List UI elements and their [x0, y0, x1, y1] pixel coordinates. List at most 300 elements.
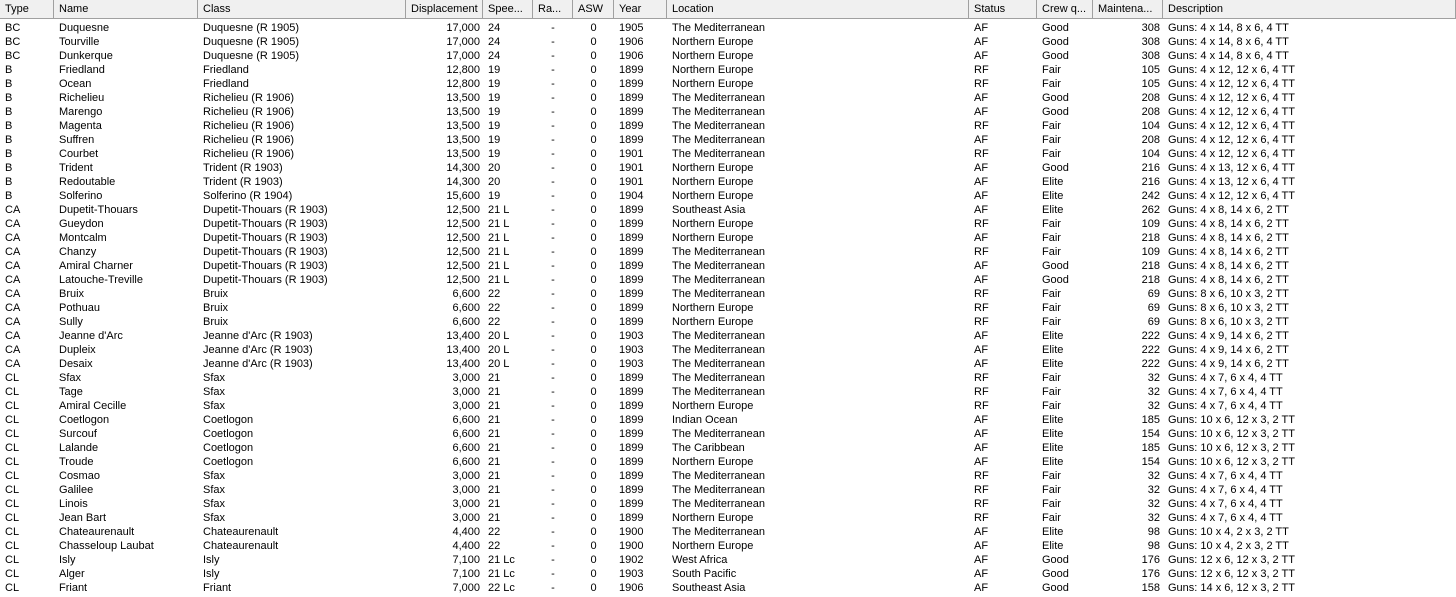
cell-range: - — [551, 330, 555, 342]
cell-asw: 0 — [590, 288, 597, 300]
cell-crew: Good — [1042, 106, 1069, 118]
column-header-year[interactable]: Year — [614, 0, 667, 18]
cell-asw: 0 — [590, 414, 597, 426]
cell-range: - — [551, 316, 555, 328]
cell-displacement: 12,500 — [446, 274, 480, 286]
cell-speed: 22 — [488, 526, 501, 538]
cell-asw: 0 — [590, 554, 597, 566]
cell-range: - — [551, 568, 555, 580]
cell-speed: 21 Lc — [488, 568, 515, 580]
cell-type: CA — [5, 218, 21, 230]
cell-displacement: 6,600 — [452, 302, 480, 314]
cell-location: The Mediterranean — [672, 106, 765, 118]
cell-displacement: 6,600 — [452, 316, 480, 328]
cell-status: RF — [974, 498, 989, 510]
cell-crew: Good — [1042, 36, 1069, 48]
cell-type: CL — [5, 386, 20, 398]
column-header-description[interactable]: Description — [1163, 0, 1456, 18]
cell-asw: 0 — [590, 218, 597, 230]
cell-description: Guns: 4 x 8, 14 x 6, 2 TT — [1168, 274, 1289, 286]
cell-range: - — [551, 36, 555, 48]
table-row[interactable] — [0, 217, 1456, 231]
cell-year: 1899 — [619, 246, 644, 258]
cell-location: The Mediterranean — [672, 274, 765, 286]
cell-crew: Elite — [1042, 428, 1064, 440]
column-header-range[interactable]: Ra... — [533, 0, 573, 18]
column-header-bar — [0, 0, 1456, 19]
table-row[interactable] — [0, 203, 1456, 217]
column-header-location[interactable]: Location — [667, 0, 969, 18]
table-row[interactable] — [0, 231, 1456, 245]
cell-status: AF — [974, 134, 989, 146]
cell-crew: Good — [1042, 162, 1069, 174]
cell-displacement: 12,500 — [446, 260, 480, 272]
cell-description: Guns: 4 x 7, 6 x 4, 4 TT — [1168, 498, 1283, 510]
table-row[interactable] — [0, 441, 1456, 455]
table-row[interactable] — [0, 287, 1456, 301]
cell-maintenance: 222 — [1141, 344, 1160, 356]
cell-year: 1899 — [619, 386, 644, 398]
cell-year: 1899 — [619, 78, 644, 90]
cell-description: Guns: 4 x 7, 6 x 4, 4 TT — [1168, 386, 1283, 398]
cell-maintenance: 208 — [1141, 92, 1160, 104]
cell-speed: 19 — [488, 106, 501, 118]
cell-displacement: 3,000 — [452, 512, 480, 524]
cell-status: AF — [974, 36, 989, 48]
cell-type: B — [5, 148, 13, 160]
table-row[interactable] — [0, 301, 1456, 315]
cell-maintenance: 208 — [1141, 134, 1160, 146]
cell-displacement: 3,000 — [452, 372, 480, 384]
column-header-type[interactable]: Type — [0, 0, 54, 18]
cell-name: Tage — [59, 386, 83, 398]
table-row[interactable] — [0, 483, 1456, 497]
cell-speed: 21 — [488, 442, 501, 454]
table-row[interactable] — [0, 273, 1456, 287]
cell-range: - — [551, 92, 555, 104]
cell-location: Northern Europe — [672, 232, 754, 244]
cell-asw: 0 — [590, 316, 597, 328]
cell-crew: Elite — [1042, 526, 1064, 538]
cell-asw: 0 — [590, 36, 597, 48]
cell-speed: 21 — [488, 386, 501, 398]
table-row[interactable] — [0, 105, 1456, 119]
cell-asw: 0 — [590, 512, 597, 524]
cell-year: 1906 — [619, 582, 644, 594]
column-header-maintenance[interactable]: Maintena... — [1093, 0, 1163, 18]
cell-displacement: 12,500 — [446, 246, 480, 258]
cell-asw: 0 — [590, 232, 597, 244]
cell-name: Marengo — [59, 106, 103, 118]
cell-type: CL — [5, 484, 20, 496]
cell-name: Gueydon — [59, 218, 104, 230]
cell-speed: 19 — [488, 78, 501, 90]
cell-name: Chasseloup Laubat — [59, 540, 154, 552]
column-header-status[interactable]: Status — [969, 0, 1037, 18]
cell-year: 1906 — [619, 36, 644, 48]
cell-class: Jeanne d'Arc (R 1903) — [203, 344, 313, 356]
cell-displacement: 13,500 — [446, 148, 480, 160]
cell-speed: 21 — [488, 484, 501, 496]
cell-type: B — [5, 64, 13, 76]
cell-speed: 20 — [488, 162, 501, 174]
cell-speed: 21 — [488, 400, 501, 412]
cell-type: B — [5, 190, 13, 202]
table-row[interactable] — [0, 343, 1456, 357]
cell-maintenance: 98 — [1147, 540, 1160, 552]
cell-name: Cosmao — [59, 470, 100, 482]
cell-maintenance: 218 — [1141, 260, 1160, 272]
cell-speed: 24 — [488, 36, 501, 48]
table-row[interactable] — [0, 133, 1456, 147]
cell-status: AF — [974, 22, 989, 34]
cell-speed: 19 — [488, 148, 501, 160]
cell-maintenance: 222 — [1141, 358, 1160, 370]
cell-asw: 0 — [590, 330, 597, 342]
cell-description: Guns: 4 x 8, 14 x 6, 2 TT — [1168, 232, 1289, 244]
cell-description: Guns: 4 x 7, 6 x 4, 4 TT — [1168, 372, 1283, 384]
table-row[interactable] — [0, 399, 1456, 413]
cell-maintenance: 308 — [1141, 36, 1160, 48]
cell-description: Guns: 4 x 12, 12 x 6, 4 TT — [1168, 148, 1295, 160]
cell-maintenance: 262 — [1141, 204, 1160, 216]
cell-description: Guns: 4 x 13, 12 x 6, 4 TT — [1168, 176, 1295, 188]
cell-name: Pothuau — [59, 302, 100, 314]
cell-speed: 21 L — [488, 218, 510, 230]
cell-range: - — [551, 288, 555, 300]
cell-type: CL — [5, 428, 20, 440]
cell-year: 1902 — [619, 554, 644, 566]
cell-type: CL — [5, 554, 20, 566]
cell-crew: Elite — [1042, 204, 1064, 216]
table-row[interactable] — [0, 91, 1456, 105]
cell-class: Sfax — [203, 498, 226, 510]
cell-speed: 20 — [488, 176, 501, 188]
cell-speed: 22 — [488, 540, 501, 552]
cell-status: AF — [974, 50, 989, 62]
cell-status: AF — [974, 176, 989, 188]
cell-range: - — [551, 176, 555, 188]
cell-maintenance: 98 — [1147, 526, 1160, 538]
cell-name: Dupleix — [59, 344, 96, 356]
cell-status: RF — [974, 484, 989, 496]
table-row[interactable] — [0, 119, 1456, 133]
cell-maintenance: 32 — [1147, 386, 1160, 398]
cell-crew: Elite — [1042, 540, 1064, 552]
cell-type: CL — [5, 540, 20, 552]
table-row[interactable] — [0, 581, 1456, 595]
cell-description: Guns: 10 x 4, 2 x 3, 2 TT — [1168, 526, 1289, 538]
cell-location: The Mediterranean — [672, 470, 765, 482]
cell-name: Lalande — [59, 442, 99, 454]
cell-description: Guns: 4 x 12, 12 x 6, 4 TT — [1168, 106, 1295, 118]
table-row[interactable] — [0, 357, 1456, 371]
cell-speed: 21 — [488, 498, 501, 510]
cell-speed: 21 L — [488, 246, 510, 258]
cell-crew: Fair — [1042, 120, 1061, 132]
cell-description: Guns: 10 x 4, 2 x 3, 2 TT — [1168, 540, 1289, 552]
table-row[interactable] — [0, 329, 1456, 343]
cell-description: Guns: 4 x 13, 12 x 6, 4 TT — [1168, 162, 1295, 174]
cell-asw: 0 — [590, 64, 597, 76]
cell-class: Sfax — [203, 470, 226, 482]
cell-location: West Africa — [672, 554, 728, 566]
cell-asw: 0 — [590, 50, 597, 62]
cell-maintenance: 32 — [1147, 498, 1160, 510]
cell-displacement: 13,500 — [446, 134, 480, 146]
cell-type: CA — [5, 316, 21, 328]
cell-status: AF — [974, 456, 989, 468]
table-row[interactable] — [0, 455, 1456, 469]
table-row[interactable] — [0, 245, 1456, 259]
cell-speed: 24 — [488, 22, 501, 34]
cell-displacement: 15,600 — [446, 190, 480, 202]
cell-status: AF — [974, 260, 989, 272]
cell-location: The Caribbean — [672, 442, 745, 454]
cell-name: Tourville — [59, 36, 100, 48]
column-header-class[interactable]: Class — [198, 0, 406, 18]
cell-displacement: 6,600 — [452, 414, 480, 426]
cell-class: Bruix — [203, 316, 229, 328]
cell-class: Trident (R 1903) — [203, 162, 283, 174]
cell-displacement: 6,600 — [452, 442, 480, 454]
cell-status: AF — [974, 330, 989, 342]
cell-speed: 21 L — [488, 274, 510, 286]
cell-type: CA — [5, 260, 21, 272]
cell-location: Southeast Asia — [672, 582, 746, 594]
cell-type: B — [5, 134, 13, 146]
cell-description: Guns: 4 x 7, 6 x 4, 4 TT — [1168, 470, 1283, 482]
cell-crew: Good — [1042, 22, 1069, 34]
table-row[interactable] — [0, 161, 1456, 175]
cell-type: B — [5, 176, 13, 188]
cell-displacement: 4,400 — [452, 540, 480, 552]
cell-location: The Mediterranean — [672, 246, 765, 258]
table-row[interactable] — [0, 259, 1456, 273]
table-row[interactable] — [0, 539, 1456, 553]
column-header-speed[interactable]: Spee... — [483, 0, 533, 18]
cell-speed: 24 — [488, 50, 501, 62]
cell-year: 1899 — [619, 106, 644, 118]
cell-asw: 0 — [590, 428, 597, 440]
cell-maintenance: 69 — [1147, 302, 1160, 314]
cell-year: 1899 — [619, 400, 644, 412]
cell-year: 1899 — [619, 302, 644, 314]
cell-location: South Pacific — [672, 568, 737, 580]
cell-status: AF — [974, 232, 989, 244]
cell-class: Bruix — [203, 288, 229, 300]
cell-class: Dupetit-Thouars (R 1903) — [203, 246, 328, 258]
cell-maintenance: 185 — [1141, 442, 1160, 454]
table-row[interactable] — [0, 63, 1456, 77]
cell-year: 1903 — [619, 344, 644, 356]
cell-type: CL — [5, 582, 20, 594]
cell-year: 1899 — [619, 442, 644, 454]
cell-location: Northern Europe — [672, 540, 754, 552]
table-row[interactable] — [0, 567, 1456, 581]
cell-displacement: 7,100 — [452, 554, 480, 566]
cell-crew: Fair — [1042, 484, 1061, 496]
cell-maintenance: 208 — [1141, 106, 1160, 118]
cell-asw: 0 — [590, 456, 597, 468]
cell-class: Sfax — [203, 386, 226, 398]
cell-asw: 0 — [590, 498, 597, 510]
table-row[interactable] — [0, 469, 1456, 483]
cell-maintenance: 32 — [1147, 484, 1160, 496]
cell-range: - — [551, 22, 555, 34]
cell-range: - — [551, 498, 555, 510]
cell-maintenance: 308 — [1141, 22, 1160, 34]
cell-year: 1899 — [619, 498, 644, 510]
cell-asw: 0 — [590, 540, 597, 552]
cell-name: Ocean — [59, 78, 92, 90]
cell-class: Duquesne (R 1905) — [203, 36, 300, 48]
cell-year: 1899 — [619, 428, 644, 440]
cell-status: AF — [974, 526, 989, 538]
cell-range: - — [551, 512, 555, 524]
cell-asw: 0 — [590, 162, 597, 174]
cell-class: Sfax — [203, 400, 226, 412]
cell-class: Sfax — [203, 512, 226, 524]
cell-maintenance: 32 — [1147, 400, 1160, 412]
cell-description: Guns: 10 x 6, 12 x 3, 2 TT — [1168, 428, 1295, 440]
cell-speed: 21 L — [488, 232, 510, 244]
column-header-crew[interactable]: Crew q... — [1037, 0, 1093, 18]
column-header-name[interactable]: Name — [54, 0, 198, 18]
cell-location: The Mediterranean — [672, 92, 765, 104]
cell-speed: 22 — [488, 302, 501, 314]
table-row[interactable] — [0, 385, 1456, 399]
cell-crew: Good — [1042, 260, 1069, 272]
cell-location: The Mediterranean — [672, 344, 765, 356]
cell-description: Guns: 4 x 7, 6 x 4, 4 TT — [1168, 400, 1283, 412]
table-row[interactable] — [0, 147, 1456, 161]
cell-status: AF — [974, 428, 989, 440]
cell-status: AF — [974, 92, 989, 104]
cell-speed: 20 L — [488, 330, 510, 342]
cell-range: - — [551, 148, 555, 160]
cell-location: Northern Europe — [672, 400, 754, 412]
cell-range: - — [551, 260, 555, 272]
cell-crew: Elite — [1042, 190, 1064, 202]
cell-displacement: 13,400 — [446, 330, 480, 342]
cell-crew: Good — [1042, 50, 1069, 62]
cell-displacement: 6,600 — [452, 428, 480, 440]
cell-displacement: 17,000 — [446, 50, 480, 62]
table-row[interactable] — [0, 427, 1456, 441]
cell-location: Northern Europe — [672, 302, 754, 314]
cell-displacement: 4,400 — [452, 526, 480, 538]
table-row[interactable] — [0, 189, 1456, 203]
table-row[interactable] — [0, 77, 1456, 91]
cell-range: - — [551, 470, 555, 482]
cell-year: 1899 — [619, 456, 644, 468]
cell-location: Northern Europe — [672, 218, 754, 230]
cell-location: Southeast Asia — [672, 204, 746, 216]
cell-status: RF — [974, 288, 989, 300]
cell-maintenance: 105 — [1141, 78, 1160, 90]
cell-location: Northern Europe — [672, 176, 754, 188]
cell-description: Guns: 4 x 9, 14 x 6, 2 TT — [1168, 330, 1289, 342]
cell-range: - — [551, 204, 555, 216]
cell-name: Troude — [59, 456, 94, 468]
cell-description: Guns: 14 x 6, 12 x 3, 2 TT — [1168, 582, 1295, 594]
cell-crew: Fair — [1042, 218, 1061, 230]
cell-status: RF — [974, 246, 989, 258]
cell-description: Guns: 4 x 14, 8 x 6, 4 TT — [1168, 22, 1289, 34]
cell-name: Galilee — [59, 484, 94, 496]
cell-status: RF — [974, 78, 989, 90]
table-row[interactable] — [0, 497, 1456, 511]
cell-asw: 0 — [590, 246, 597, 258]
cell-class: Jeanne d'Arc (R 1903) — [203, 330, 313, 342]
cell-crew: Elite — [1042, 456, 1064, 468]
cell-asw: 0 — [590, 582, 597, 594]
column-header-displacement[interactable]: Displacement — [406, 0, 483, 18]
column-header-asw[interactable]: ASW — [573, 0, 614, 18]
cell-year: 1906 — [619, 50, 644, 62]
table-row[interactable] — [0, 553, 1456, 567]
cell-status: AF — [974, 554, 989, 566]
cell-displacement: 13,500 — [446, 120, 480, 132]
cell-description: Guns: 4 x 7, 6 x 4, 4 TT — [1168, 512, 1283, 524]
cell-year: 1899 — [619, 316, 644, 328]
cell-class: Richelieu (R 1906) — [203, 92, 295, 104]
table-row[interactable] — [0, 511, 1456, 525]
table-row[interactable] — [0, 371, 1456, 385]
table-row[interactable] — [0, 175, 1456, 189]
cell-location: Northern Europe — [672, 78, 754, 90]
cell-range: - — [551, 428, 555, 440]
cell-name: Coetlogon — [59, 414, 110, 426]
cell-asw: 0 — [590, 568, 597, 580]
cell-maintenance: 158 — [1141, 582, 1160, 594]
cell-description: Guns: 4 x 12, 12 x 6, 4 TT — [1168, 64, 1295, 76]
cell-range: - — [551, 554, 555, 566]
table-row[interactable] — [0, 315, 1456, 329]
cell-location: The Mediterranean — [672, 22, 765, 34]
cell-location: The Mediterranean — [672, 526, 765, 538]
cell-location: The Mediterranean — [672, 498, 765, 510]
table-row[interactable] — [0, 525, 1456, 539]
cell-maintenance: 104 — [1141, 148, 1160, 160]
cell-status: AF — [974, 274, 989, 286]
table-row[interactable] — [0, 21, 1456, 35]
cell-name: Amiral Charner — [59, 260, 133, 272]
cell-displacement: 7,000 — [452, 582, 480, 594]
cell-asw: 0 — [590, 442, 597, 454]
cell-year: 1901 — [619, 148, 644, 160]
cell-displacement: 12,800 — [446, 64, 480, 76]
table-row[interactable] — [0, 35, 1456, 49]
cell-range: - — [551, 358, 555, 370]
cell-type: CL — [5, 400, 20, 412]
cell-type: CA — [5, 330, 21, 342]
cell-speed: 21 — [488, 414, 501, 426]
cell-type: CL — [5, 372, 20, 384]
cell-description: Guns: 4 x 12, 12 x 6, 4 TT — [1168, 92, 1295, 104]
cell-status: AF — [974, 568, 989, 580]
cell-range: - — [551, 540, 555, 552]
table-row[interactable] — [0, 49, 1456, 63]
cell-name: Jeanne d'Arc — [59, 330, 123, 342]
table-row[interactable] — [0, 413, 1456, 427]
cell-description: Guns: 10 x 6, 12 x 3, 2 TT — [1168, 414, 1295, 426]
cell-type: CA — [5, 232, 21, 244]
cell-location: The Mediterranean — [672, 428, 765, 440]
cell-asw: 0 — [590, 470, 597, 482]
cell-displacement: 13,500 — [446, 92, 480, 104]
